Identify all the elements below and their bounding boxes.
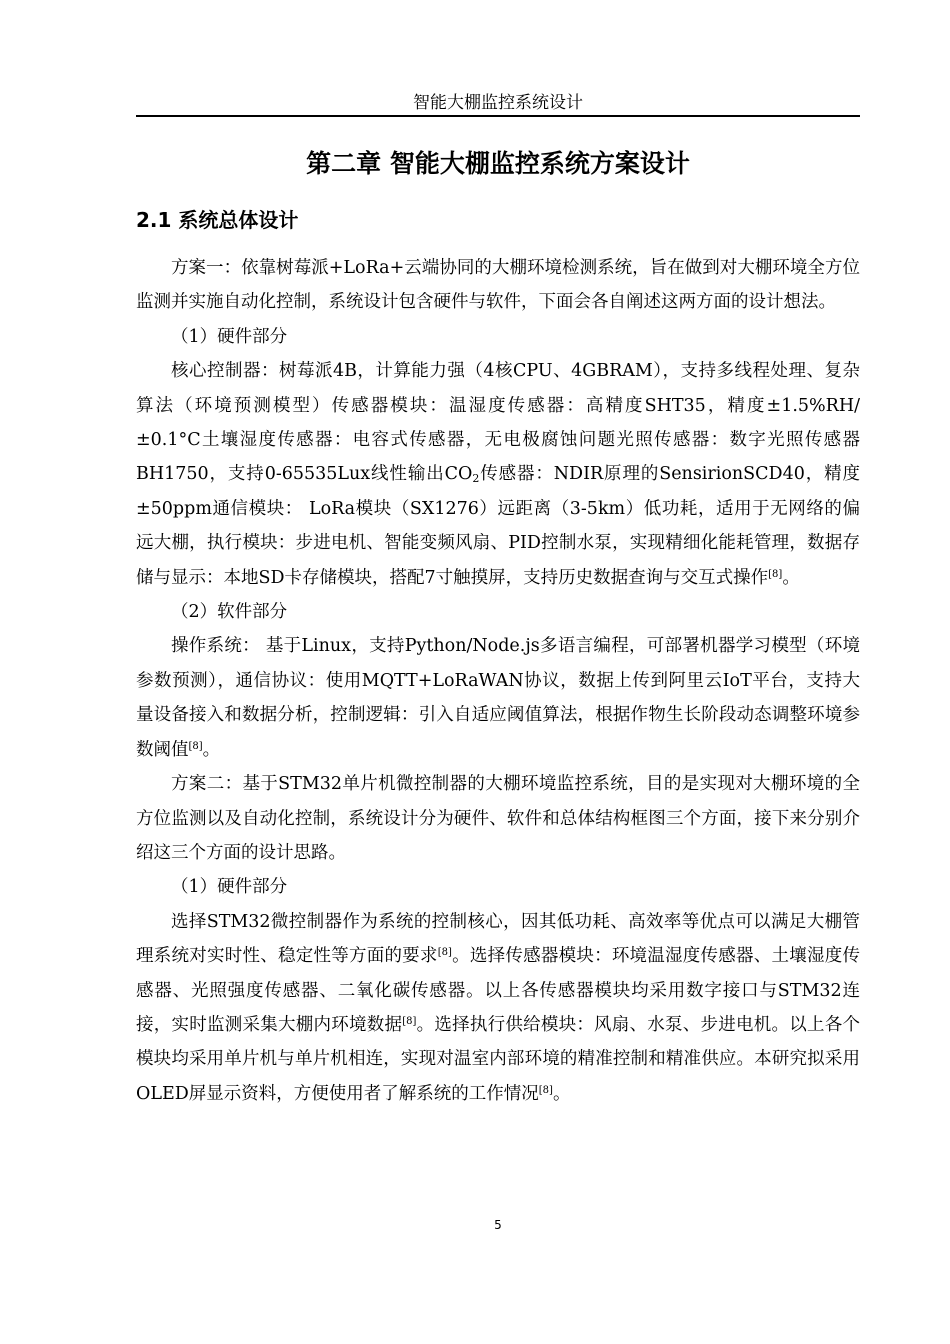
running-header: 智能大棚监控系统设计 [413, 93, 583, 113]
section-title: 2.1 系统总体设计 [136, 208, 299, 232]
hardware-1-text-a: 核心控制器：树莓派4B，计算能力强（4核CPU、4GBRAM），支持多线程处理、复杂算法（环境预测模型）传感器模块：温湿度传感器：高精度SHT35，精度±1.5%RH/±0.1°C土壤湿度传感器：电容式传感器，无电极腐蚀问题光照传感器：数字光照传感器BH1750，支持0-65535Lux线性输出CO [136, 361, 860, 485]
citation-ref: [8] [188, 740, 203, 752]
body-text [136, 251, 860, 1111]
citation-ref: [8] [402, 1015, 417, 1027]
hardware-1-text-b: 传感器：NDIR原理的SensirionSCD40，精度±50ppm通信模块： LoRa模块（SX1276）远距离（3-5km）低功耗，适用于无网络的偏远大棚，执行模块：步进电机、智能变频风扇、PID控制水泵，实现精细化能耗管理，数据存储与显示：本地SD卡存储模块，搭配7寸触摸屏，支持历史数据查询与交互式操作 [136, 464, 860, 588]
subheading-hardware-1: （1）硬件部分 [171, 326, 288, 347]
hardware-2-text-a: 选择STM32微控制器作为系统的控制核心，因其低功耗、高效率等优点可以满足大棚管理系统对实时性、稳定性等方面的要求 [136, 911, 860, 967]
period: 。 [782, 567, 800, 588]
paragraph-scheme-two: 方案二：基于STM32单片机微控制器的大棚环境监控系统，目的是实现对大棚环境的全方位监测以及自动化控制，系统设计分为硬件、软件和总体结构框图三个方面，接下来分别介绍这三个方面的设计思路。 [136, 774, 860, 863]
paragraph-software [136, 629, 860, 767]
software-text: 操作系统： 基于Linux，支持Python/Node.js多语言编程，可部署机器学习模型（环境参数预测），通信协议：使用MQTT+LoRaWAN协议，数据上传到阿里云IoT平台，支持大量设备接入和数据分析，控制逻辑：引入自适应阈值算法，根据作物生长阶段动态调整环境参数阈值 [136, 636, 860, 760]
subheading-software: （2）软件部分 [171, 602, 288, 623]
paragraph-hardware-1 [136, 354, 860, 595]
citation-ref: [8] [768, 568, 783, 580]
paragraph-scheme-one: 方案一：依靠树莓派+LoRa+云端协同的大棚环境检测系统，旨在做到对大棚环境全方位监测并实施自动化控制，系统设计包含硬件与软件，下面会各自阐述这两方面的设计想法。 [136, 258, 860, 313]
co2-subscript: 2 [472, 472, 480, 486]
citation-ref: [8] [538, 1084, 553, 1096]
period: 。 [202, 739, 221, 760]
hardware-2-text-c: 。选择执行供给模块：风扇、水泵、步进电机。以上各个模块均采用单片机与单片机相连，实现对温室内部环境的精准控制和精准供应。本研究拟采用OLED屏显示资料，方便使用者了解系统的工作情况 [136, 1014, 861, 1104]
subheading-hardware-2: （1）硬件部分 [171, 877, 288, 898]
citation-ref: [8] [437, 947, 452, 959]
chapter-title: 第二章 智能大棚监控系统方案设计 [306, 149, 690, 178]
page-number: 5 [494, 1218, 502, 1232]
header-rule [136, 115, 860, 117]
hardware-2-text-b: 。选择传感器模块：环境温湿度传感器、土壤湿度传感器、光照强度传感器、二氧化碳传感器。以上各传感器模块均采用数字接口与STM32连接，实时监测采集大棚内环境数据 [136, 946, 861, 1035]
period: 。 [552, 1083, 571, 1104]
paragraph-hardware-2 [136, 905, 860, 1111]
